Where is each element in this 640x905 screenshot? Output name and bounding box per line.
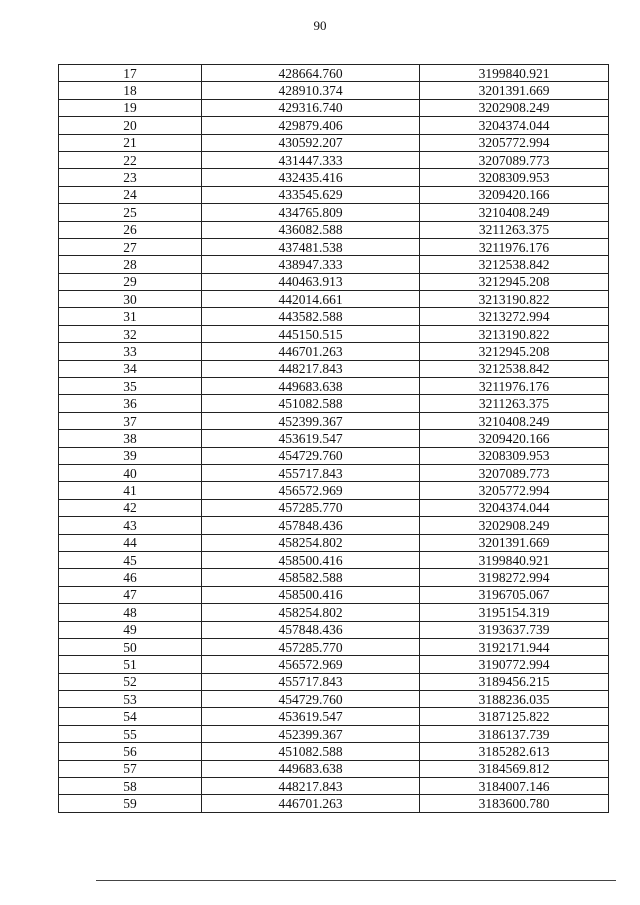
x-coordinate-cell: 455717.843 [202, 673, 420, 690]
x-coordinate-cell: 456572.969 [202, 482, 420, 499]
point-number-cell: 55 [59, 725, 202, 742]
table-row [59, 238, 609, 255]
point-number-cell: 25 [59, 204, 202, 221]
x-coordinate-cell: 456572.969 [202, 656, 420, 673]
x-coordinate-cell: 429879.406 [202, 117, 420, 134]
table-row [59, 760, 609, 777]
table-row [59, 725, 609, 742]
table-row [59, 151, 609, 168]
y-coordinate-cell: 3196705.067 [420, 586, 609, 603]
x-coordinate-cell: 457285.770 [202, 499, 420, 516]
table-row [59, 778, 609, 795]
table-row [59, 447, 609, 464]
x-coordinate-cell: 454729.760 [202, 691, 420, 708]
x-coordinate-cell: 449683.638 [202, 378, 420, 395]
y-coordinate-cell: 3188236.035 [420, 691, 609, 708]
table-row [59, 569, 609, 586]
x-coordinate-cell: 431447.333 [202, 151, 420, 168]
point-number-cell: 35 [59, 378, 202, 395]
point-number-cell: 27 [59, 238, 202, 255]
x-coordinate-cell: 457848.436 [202, 621, 420, 638]
table-row [59, 551, 609, 568]
point-number-cell: 51 [59, 656, 202, 673]
table-row [59, 691, 609, 708]
point-number-cell: 54 [59, 708, 202, 725]
table-row [59, 586, 609, 603]
table-row [59, 656, 609, 673]
y-coordinate-cell: 3213190.822 [420, 291, 609, 308]
point-number-cell: 28 [59, 256, 202, 273]
y-coordinate-cell: 3189456.215 [420, 673, 609, 690]
point-number-cell: 19 [59, 99, 202, 116]
x-coordinate-cell: 458254.802 [202, 534, 420, 551]
y-coordinate-cell: 3190772.994 [420, 656, 609, 673]
y-coordinate-cell: 3205772.994 [420, 482, 609, 499]
table-row [59, 99, 609, 116]
point-number-cell: 39 [59, 447, 202, 464]
table-row [59, 221, 609, 238]
point-number-cell: 47 [59, 586, 202, 603]
y-coordinate-cell: 3184007.146 [420, 778, 609, 795]
y-coordinate-cell: 3202908.249 [420, 99, 609, 116]
x-coordinate-cell: 452399.367 [202, 725, 420, 742]
table-row [59, 82, 609, 99]
table-row [59, 482, 609, 499]
table-row [59, 673, 609, 690]
table-row [59, 343, 609, 360]
point-number-cell: 53 [59, 691, 202, 708]
x-coordinate-cell: 453619.547 [202, 430, 420, 447]
table-row [59, 325, 609, 342]
x-coordinate-cell: 428664.760 [202, 65, 420, 82]
table-row [59, 517, 609, 534]
point-number-cell: 24 [59, 186, 202, 203]
table-row [59, 430, 609, 447]
x-coordinate-cell: 446701.263 [202, 343, 420, 360]
coordinate-table-body [59, 65, 609, 813]
point-number-cell: 43 [59, 517, 202, 534]
y-coordinate-cell: 3199840.921 [420, 65, 609, 82]
y-coordinate-cell: 3192171.944 [420, 638, 609, 655]
table-row [59, 638, 609, 655]
x-coordinate-cell: 454729.760 [202, 447, 420, 464]
y-coordinate-cell: 3212945.208 [420, 343, 609, 360]
x-coordinate-cell: 451082.588 [202, 743, 420, 760]
point-number-cell: 36 [59, 395, 202, 412]
bottom-rule [96, 880, 616, 881]
y-coordinate-cell: 3185282.613 [420, 743, 609, 760]
x-coordinate-cell: 457285.770 [202, 638, 420, 655]
x-coordinate-cell: 458254.802 [202, 604, 420, 621]
table-row [59, 708, 609, 725]
point-number-cell: 46 [59, 569, 202, 586]
table-row [59, 464, 609, 481]
table-row [59, 795, 609, 812]
x-coordinate-cell: 451082.588 [202, 395, 420, 412]
point-number-cell: 45 [59, 551, 202, 568]
y-coordinate-cell: 3212538.842 [420, 360, 609, 377]
table-row [59, 308, 609, 325]
table-row [59, 395, 609, 412]
y-coordinate-cell: 3201391.669 [420, 534, 609, 551]
table-row [59, 291, 609, 308]
y-coordinate-cell: 3213190.822 [420, 325, 609, 342]
point-number-cell: 41 [59, 482, 202, 499]
y-coordinate-cell: 3211263.375 [420, 221, 609, 238]
y-coordinate-cell: 3201391.669 [420, 82, 609, 99]
x-coordinate-cell: 449683.638 [202, 760, 420, 777]
point-number-cell: 49 [59, 621, 202, 638]
x-coordinate-cell: 436082.588 [202, 221, 420, 238]
point-number-cell: 26 [59, 221, 202, 238]
table-row [59, 117, 609, 134]
table-row [59, 360, 609, 377]
y-coordinate-cell: 3210408.249 [420, 204, 609, 221]
y-coordinate-cell: 3195154.319 [420, 604, 609, 621]
point-number-cell: 18 [59, 82, 202, 99]
table-row [59, 378, 609, 395]
point-number-cell: 32 [59, 325, 202, 342]
y-coordinate-cell: 3183600.780 [420, 795, 609, 812]
y-coordinate-cell: 3212945.208 [420, 273, 609, 290]
y-coordinate-cell: 3193637.739 [420, 621, 609, 638]
point-number-cell: 29 [59, 273, 202, 290]
table-row [59, 256, 609, 273]
table-row [59, 186, 609, 203]
y-coordinate-cell: 3184569.812 [420, 760, 609, 777]
x-coordinate-cell: 433545.629 [202, 186, 420, 203]
x-coordinate-cell: 434765.809 [202, 204, 420, 221]
x-coordinate-cell: 445150.515 [202, 325, 420, 342]
page-number: 90 [313, 18, 327, 33]
point-number-cell: 59 [59, 795, 202, 812]
point-number-cell: 42 [59, 499, 202, 516]
x-coordinate-cell: 437481.538 [202, 238, 420, 255]
table-row [59, 204, 609, 221]
x-coordinate-cell: 458500.416 [202, 586, 420, 603]
point-number-cell: 50 [59, 638, 202, 655]
y-coordinate-cell: 3208309.953 [420, 447, 609, 464]
x-coordinate-cell: 448217.843 [202, 778, 420, 795]
y-coordinate-cell: 3186137.739 [420, 725, 609, 742]
y-coordinate-cell: 3199840.921 [420, 551, 609, 568]
table-row [59, 412, 609, 429]
x-coordinate-cell: 428910.374 [202, 82, 420, 99]
y-coordinate-cell: 3198272.994 [420, 569, 609, 586]
y-coordinate-cell: 3187125.822 [420, 708, 609, 725]
y-coordinate-cell: 3210408.249 [420, 412, 609, 429]
point-number-cell: 30 [59, 291, 202, 308]
y-coordinate-cell: 3213272.994 [420, 308, 609, 325]
point-number-cell: 40 [59, 464, 202, 481]
table-row [59, 604, 609, 621]
y-coordinate-cell: 3209420.166 [420, 186, 609, 203]
point-number-cell: 23 [59, 169, 202, 186]
coordinate-table [58, 64, 609, 813]
y-coordinate-cell: 3209420.166 [420, 430, 609, 447]
point-number-cell: 17 [59, 65, 202, 82]
point-number-cell: 21 [59, 134, 202, 151]
point-number-cell: 57 [59, 760, 202, 777]
x-coordinate-cell: 446701.263 [202, 795, 420, 812]
table-row [59, 134, 609, 151]
point-number-cell: 38 [59, 430, 202, 447]
y-coordinate-cell: 3211976.176 [420, 238, 609, 255]
x-coordinate-cell: 458582.588 [202, 569, 420, 586]
y-coordinate-cell: 3211263.375 [420, 395, 609, 412]
point-number-cell: 48 [59, 604, 202, 621]
x-coordinate-cell: 429316.740 [202, 99, 420, 116]
point-number-cell: 20 [59, 117, 202, 134]
x-coordinate-cell: 458500.416 [202, 551, 420, 568]
y-coordinate-cell: 3202908.249 [420, 517, 609, 534]
x-coordinate-cell: 430592.207 [202, 134, 420, 151]
x-coordinate-cell: 457848.436 [202, 517, 420, 534]
point-number-cell: 37 [59, 412, 202, 429]
y-coordinate-cell: 3205772.994 [420, 134, 609, 151]
x-coordinate-cell: 453619.547 [202, 708, 420, 725]
table-row [59, 169, 609, 186]
table-row [59, 743, 609, 760]
y-coordinate-cell: 3208309.953 [420, 169, 609, 186]
point-number-cell: 56 [59, 743, 202, 760]
y-coordinate-cell: 3212538.842 [420, 256, 609, 273]
x-coordinate-cell: 440463.913 [202, 273, 420, 290]
y-coordinate-cell: 3204374.044 [420, 117, 609, 134]
table-row [59, 273, 609, 290]
y-coordinate-cell: 3207089.773 [420, 464, 609, 481]
point-number-cell: 58 [59, 778, 202, 795]
x-coordinate-cell: 438947.333 [202, 256, 420, 273]
point-number-cell: 34 [59, 360, 202, 377]
table-row [59, 534, 609, 551]
point-number-cell: 33 [59, 343, 202, 360]
x-coordinate-cell: 442014.661 [202, 291, 420, 308]
point-number-cell: 44 [59, 534, 202, 551]
table-row [59, 499, 609, 516]
table-row [59, 65, 609, 82]
x-coordinate-cell: 452399.367 [202, 412, 420, 429]
x-coordinate-cell: 455717.843 [202, 464, 420, 481]
point-number-cell: 31 [59, 308, 202, 325]
point-number-cell: 52 [59, 673, 202, 690]
table-row [59, 621, 609, 638]
y-coordinate-cell: 3211976.176 [420, 378, 609, 395]
x-coordinate-cell: 448217.843 [202, 360, 420, 377]
x-coordinate-cell: 443582.588 [202, 308, 420, 325]
y-coordinate-cell: 3204374.044 [420, 499, 609, 516]
x-coordinate-cell: 432435.416 [202, 169, 420, 186]
point-number-cell: 22 [59, 151, 202, 168]
y-coordinate-cell: 3207089.773 [420, 151, 609, 168]
